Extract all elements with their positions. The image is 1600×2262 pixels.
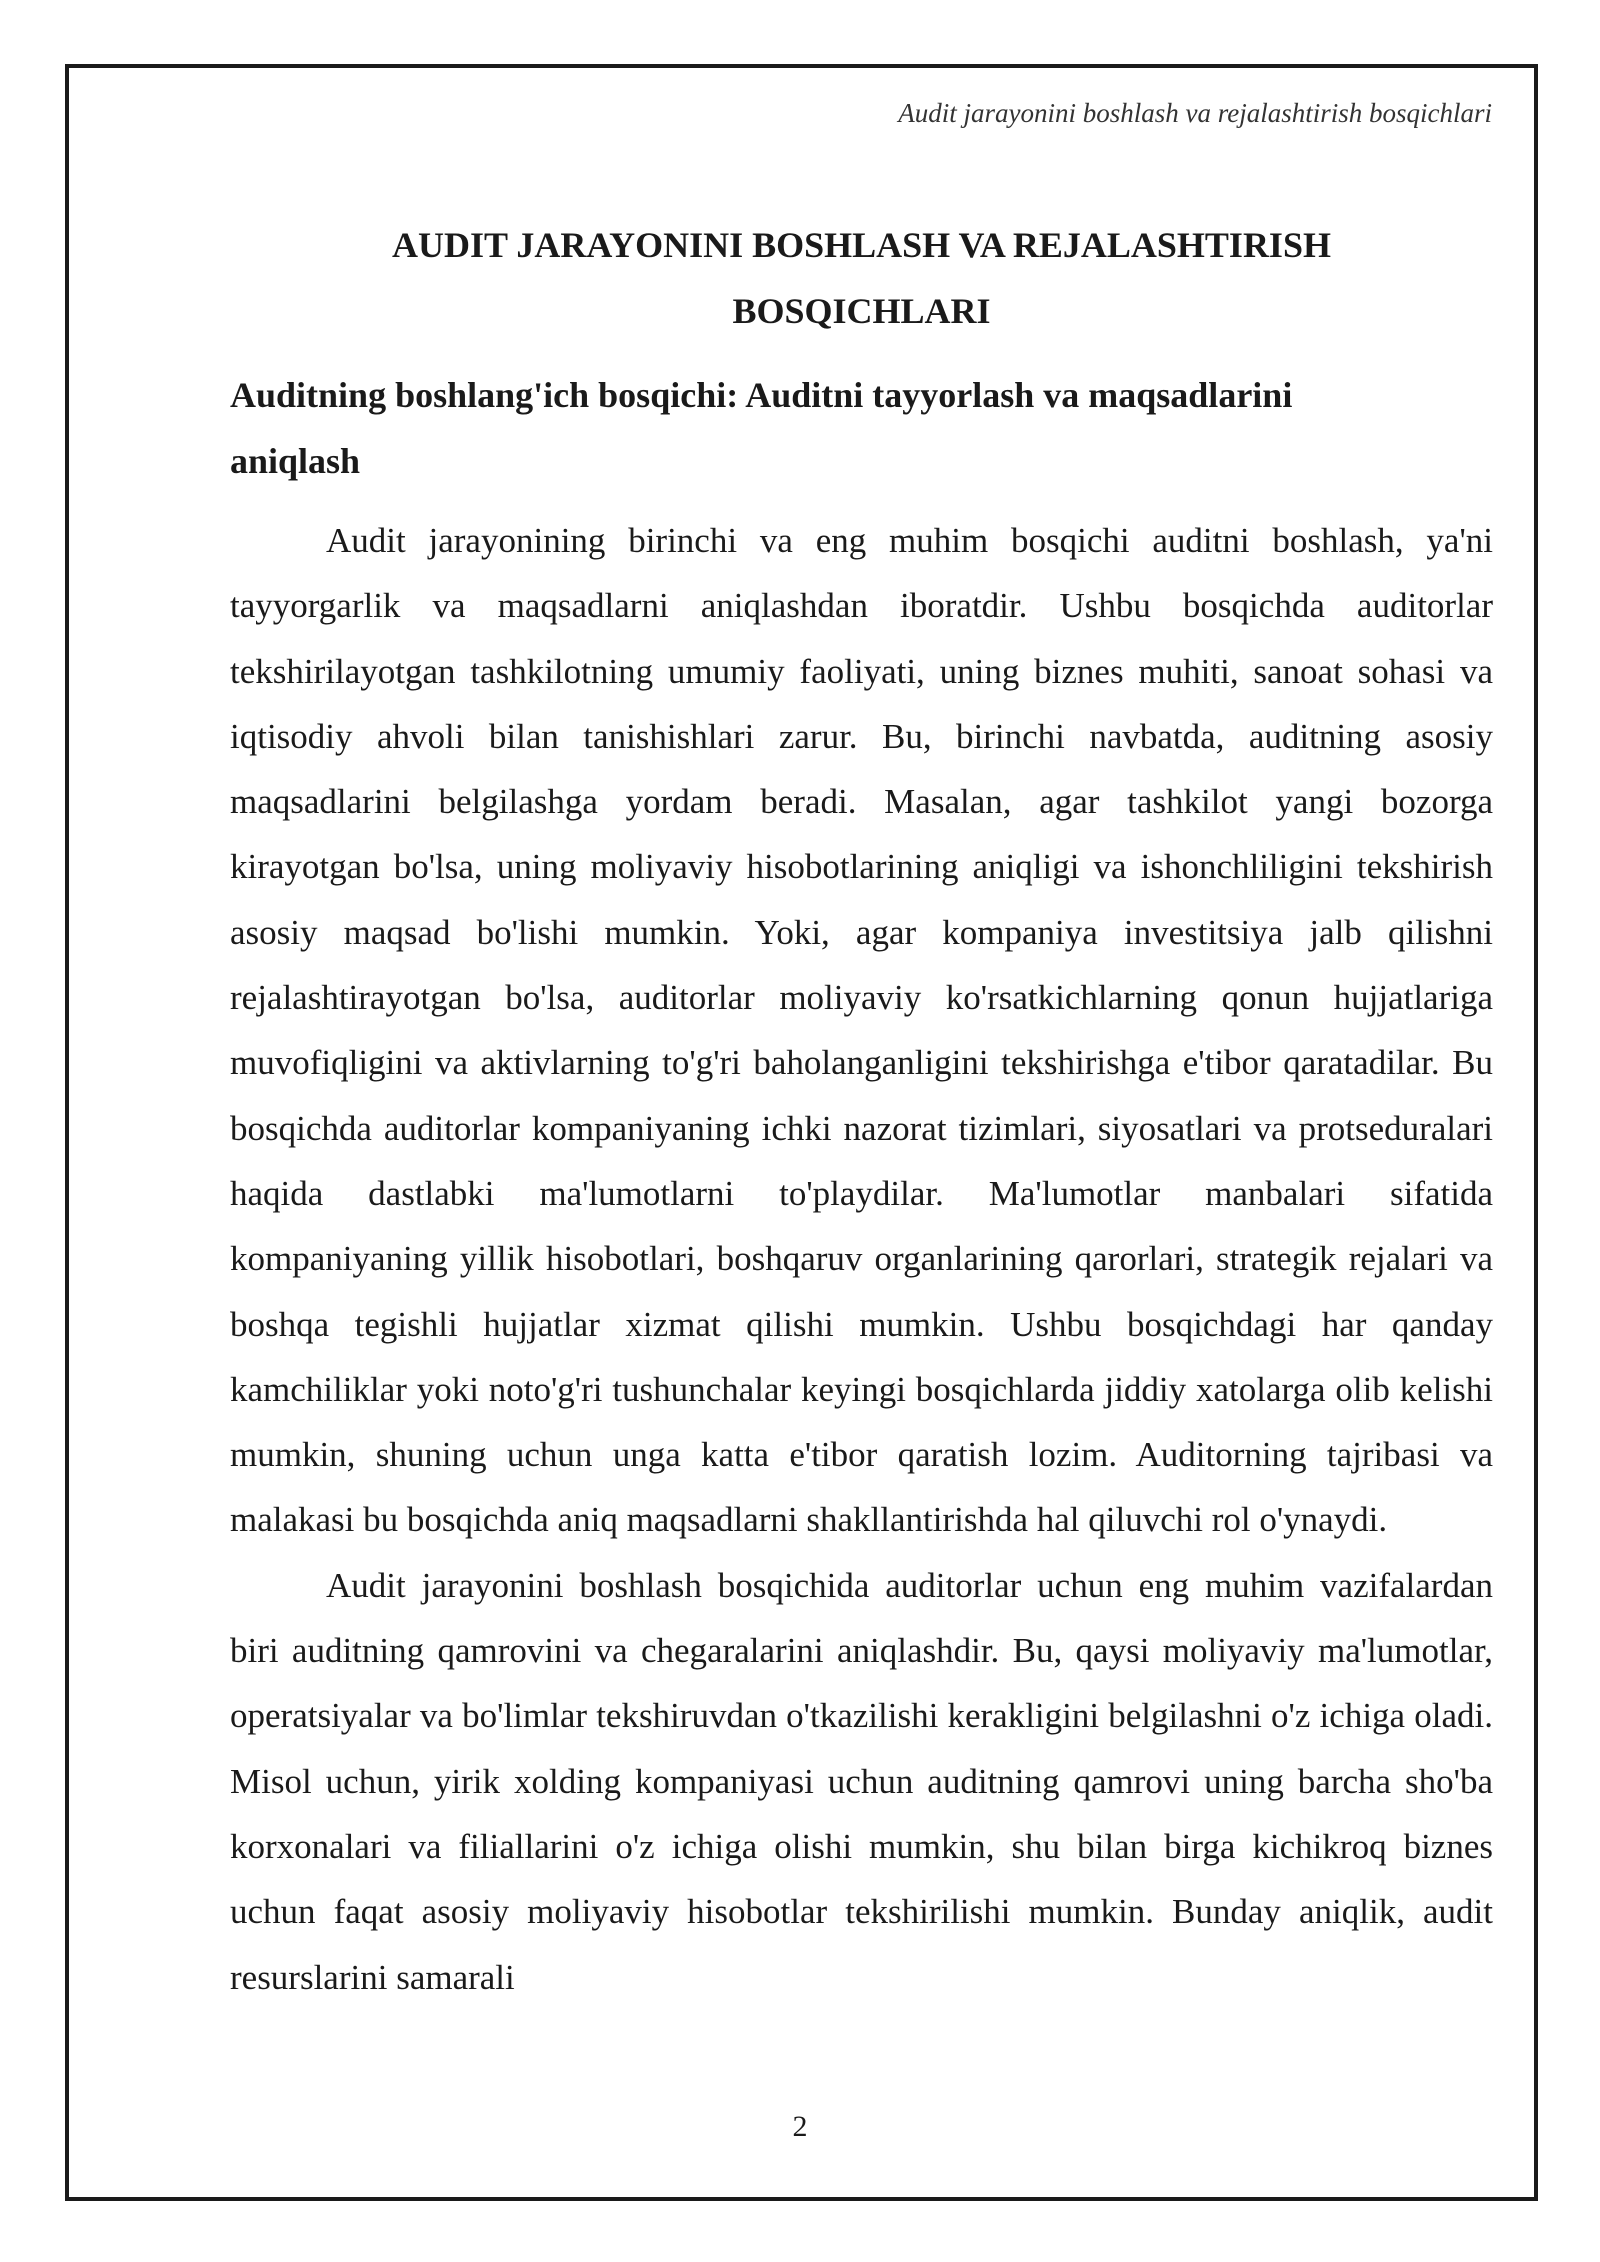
document-body <box>230 212 1493 2010</box>
section-heading: Auditning boshlang'ich bosqichi: Auditni tayyorlash va maqsadlarini aniqlash <box>230 375 1293 481</box>
page-number: 2 <box>792 2110 808 2143</box>
title-line-2: BOSQICHLARI <box>732 291 991 331</box>
title-line-1: AUDIT JARAYONINI BOSHLASH VA REJALASHTIRISH <box>392 225 1331 265</box>
paragraph: Audit jarayonini boshlash bosqichida auditorlar uchun eng muhim vazifalardan biri auditning qamrovini va chegaralarini aniqlashdir. Bu, qaysi moliyaviy ma'lumotlar, operatsiyalar va bo'limlar tekshiruvdan o'tkazilishi kerakligini belgilashni o'z ichiga oladi. Misol uchun, yirik xolding kompaniyasi uchun auditning qamrovi uning barcha sho'ba korxonalari va filiallarini o'z ichiga olishi mumkin, shu bilan birga kichikroq biznes uchun faqat asosiy moliyaviy hisobotlar tekshirilishi mumkin. Bunday aniqlik, audit resurslarini samarali <box>230 1565 1493 1997</box>
document-title <box>230 212 1493 344</box>
paragraph: Audit jarayonining birinchi va eng muhim bosqichi auditni boshlash, ya'ni tayyorgarlik va maqsadlarni aniqlashdan iboratdir. Ushbu bosqichda auditorlar tekshirilayotgan tashkilotning umumiy faoliyati, uning biznes muhiti, sanoat sohasi va iqtisodiy ahvoli bilan tanishishlari zarur. Bu, birinchi navbatda, auditning asosiy maqsadlarini belgilashga yordam beradi. Masalan, agar tashkilot yangi bozorga kirayotgan bo'lsa, uning moliyaviy hisobotlarining aniqligi va ishonchliligini tekshirish asosiy maqsad bo'lishi mumkin. Yoki, agar kompaniya investitsiya jalb qilishni rejalashtirayotgan bo'lsa, auditorlar moliyaviy ko'rsatkichlarning qonun hujjatlariga muvofiqligini va aktivlarning to'g'ri baholanganligini tekshirishga e'tibor qaratadilar. Bu bosqichda auditorlar kompaniyaning ichki nazorat tizimlari, siyosatlari va protseduralari haqida dastlabki ma'lumotlarni to'playdilar. Ma'lumotlar manbalari sifatida kompaniyaning yillik hisobotlari, boshqaruv organlarining qarorlari, strategik rejalari va boshqa tegishli hujjatlar xizmat qilishi mumkin. Ushbu bosqichdagi har qanday kamchiliklar yoki noto'g'ri tushunchalar keyingi bosqichlarda jiddiy xatolarga olib kelishi mumkin, shuning uchun unga katta e'tibor qaratish lozim. Auditorning tajribasi va malakasi bu bosqichda aniq maqsadlarni shakllantirishda hal qiluvchi rol o'ynaydi. <box>230 521 1493 1540</box>
running-header: Audit jarayonini boshlash va rejalashtirish bosqichlari <box>898 98 1492 128</box>
